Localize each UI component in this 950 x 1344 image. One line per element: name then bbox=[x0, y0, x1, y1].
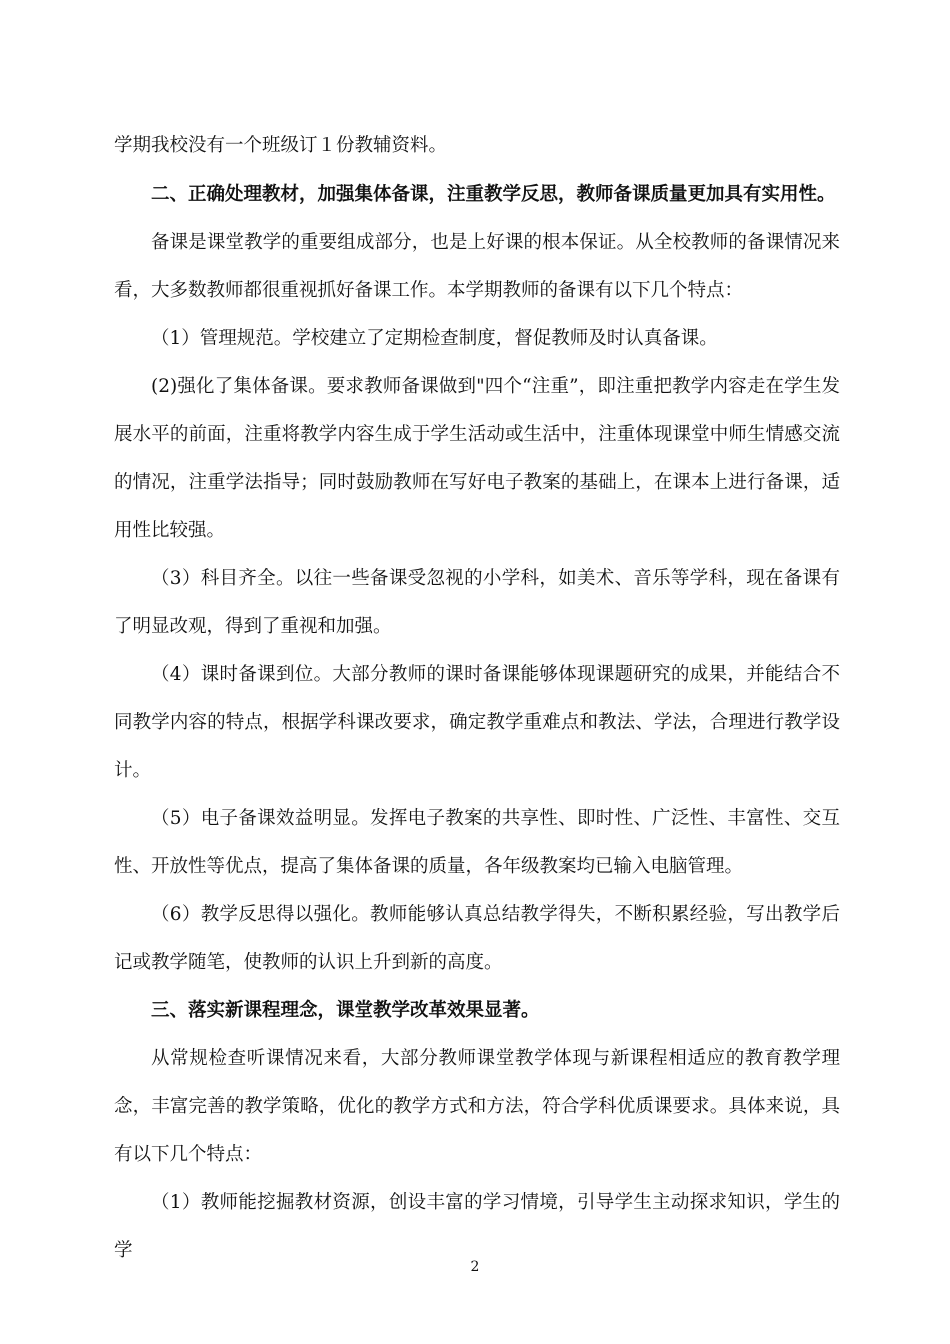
paragraph-point-3: （3）科目齐全。以往一些备课受忽视的小学科，如美术、音乐等学科，现在备课有了明显改观，得到了重视和加强。 bbox=[114, 568, 840, 637]
paragraph-point-2: (2)强化了集体备课。要求教师备课做到"四个“注重”，即注重把教学内容走在学生发展水平的前面，注重将教学内容生成于学生活动或生活中，注重体现课堂中师生情感交流的情况，注重学法指导；同时鼓励教师在写好电子教案的基础上，在课本上进行备课，适用性比较强。 bbox=[114, 376, 840, 541]
paragraph-classroom-intro: 从常规检查听课情况来看，大部分教师课堂教学体现与新课程相适应的教育教学理念，丰富完善的教学策略，优化的教学方式和方法，符合学科优质课要求。具体来说，具有以下几个特点： bbox=[114, 1048, 840, 1165]
paragraph-classroom-point-1: （1）教师能挖掘教材资源，创设丰富的学习情境，引导学生主动探求知识，学生的学 bbox=[114, 1192, 840, 1261]
paragraph-point-5: （5）电子备课效益明显。发挥电子教案的共享性、即时性、广泛性、丰富性、交互性、开放性等优点，提高了集体备课的质量，各年级教案均已输入电脑管理。 bbox=[114, 808, 840, 877]
paragraph-lesson-prep-intro: 备课是课堂教学的重要组成部分，也是上好课的根本保证。从全校教师的备课情况来看，大多数教师都很重视抓好备课工作。本学期教师的备课有以下几个特点： bbox=[114, 232, 840, 301]
paragraph-point-1: （1）管理规范。学校建立了定期检查制度，督促教师及时认真备课。 bbox=[151, 328, 718, 349]
paragraph-point-4: （4）课时备课到位。大部分教师的课时备课能够体现课题研究的成果，并能结合不同教学内容的特点，根据学科课改要求，确定教学重难点和教法、学法，合理进行教学设计。 bbox=[114, 664, 840, 781]
section-heading-two: 二、正确处理教材，加强集体备课，注重教学反思，教师备课质量更加具有实用性。 bbox=[151, 184, 836, 205]
paragraph-point-6: （6）教学反思得以强化。教师能够认真总结教学得失，不断积累经验，写出教学后记或教学随笔，使教师的认识上升到新的高度。 bbox=[114, 904, 840, 973]
paragraph-continuation: 学期我校没有一个班级订１份教辅资料。 bbox=[114, 135, 448, 156]
page-number: 2 bbox=[470, 1259, 480, 1275]
section-heading-three: 三、落实新课程理念，课堂教学改革效果显著。 bbox=[151, 1000, 540, 1021]
